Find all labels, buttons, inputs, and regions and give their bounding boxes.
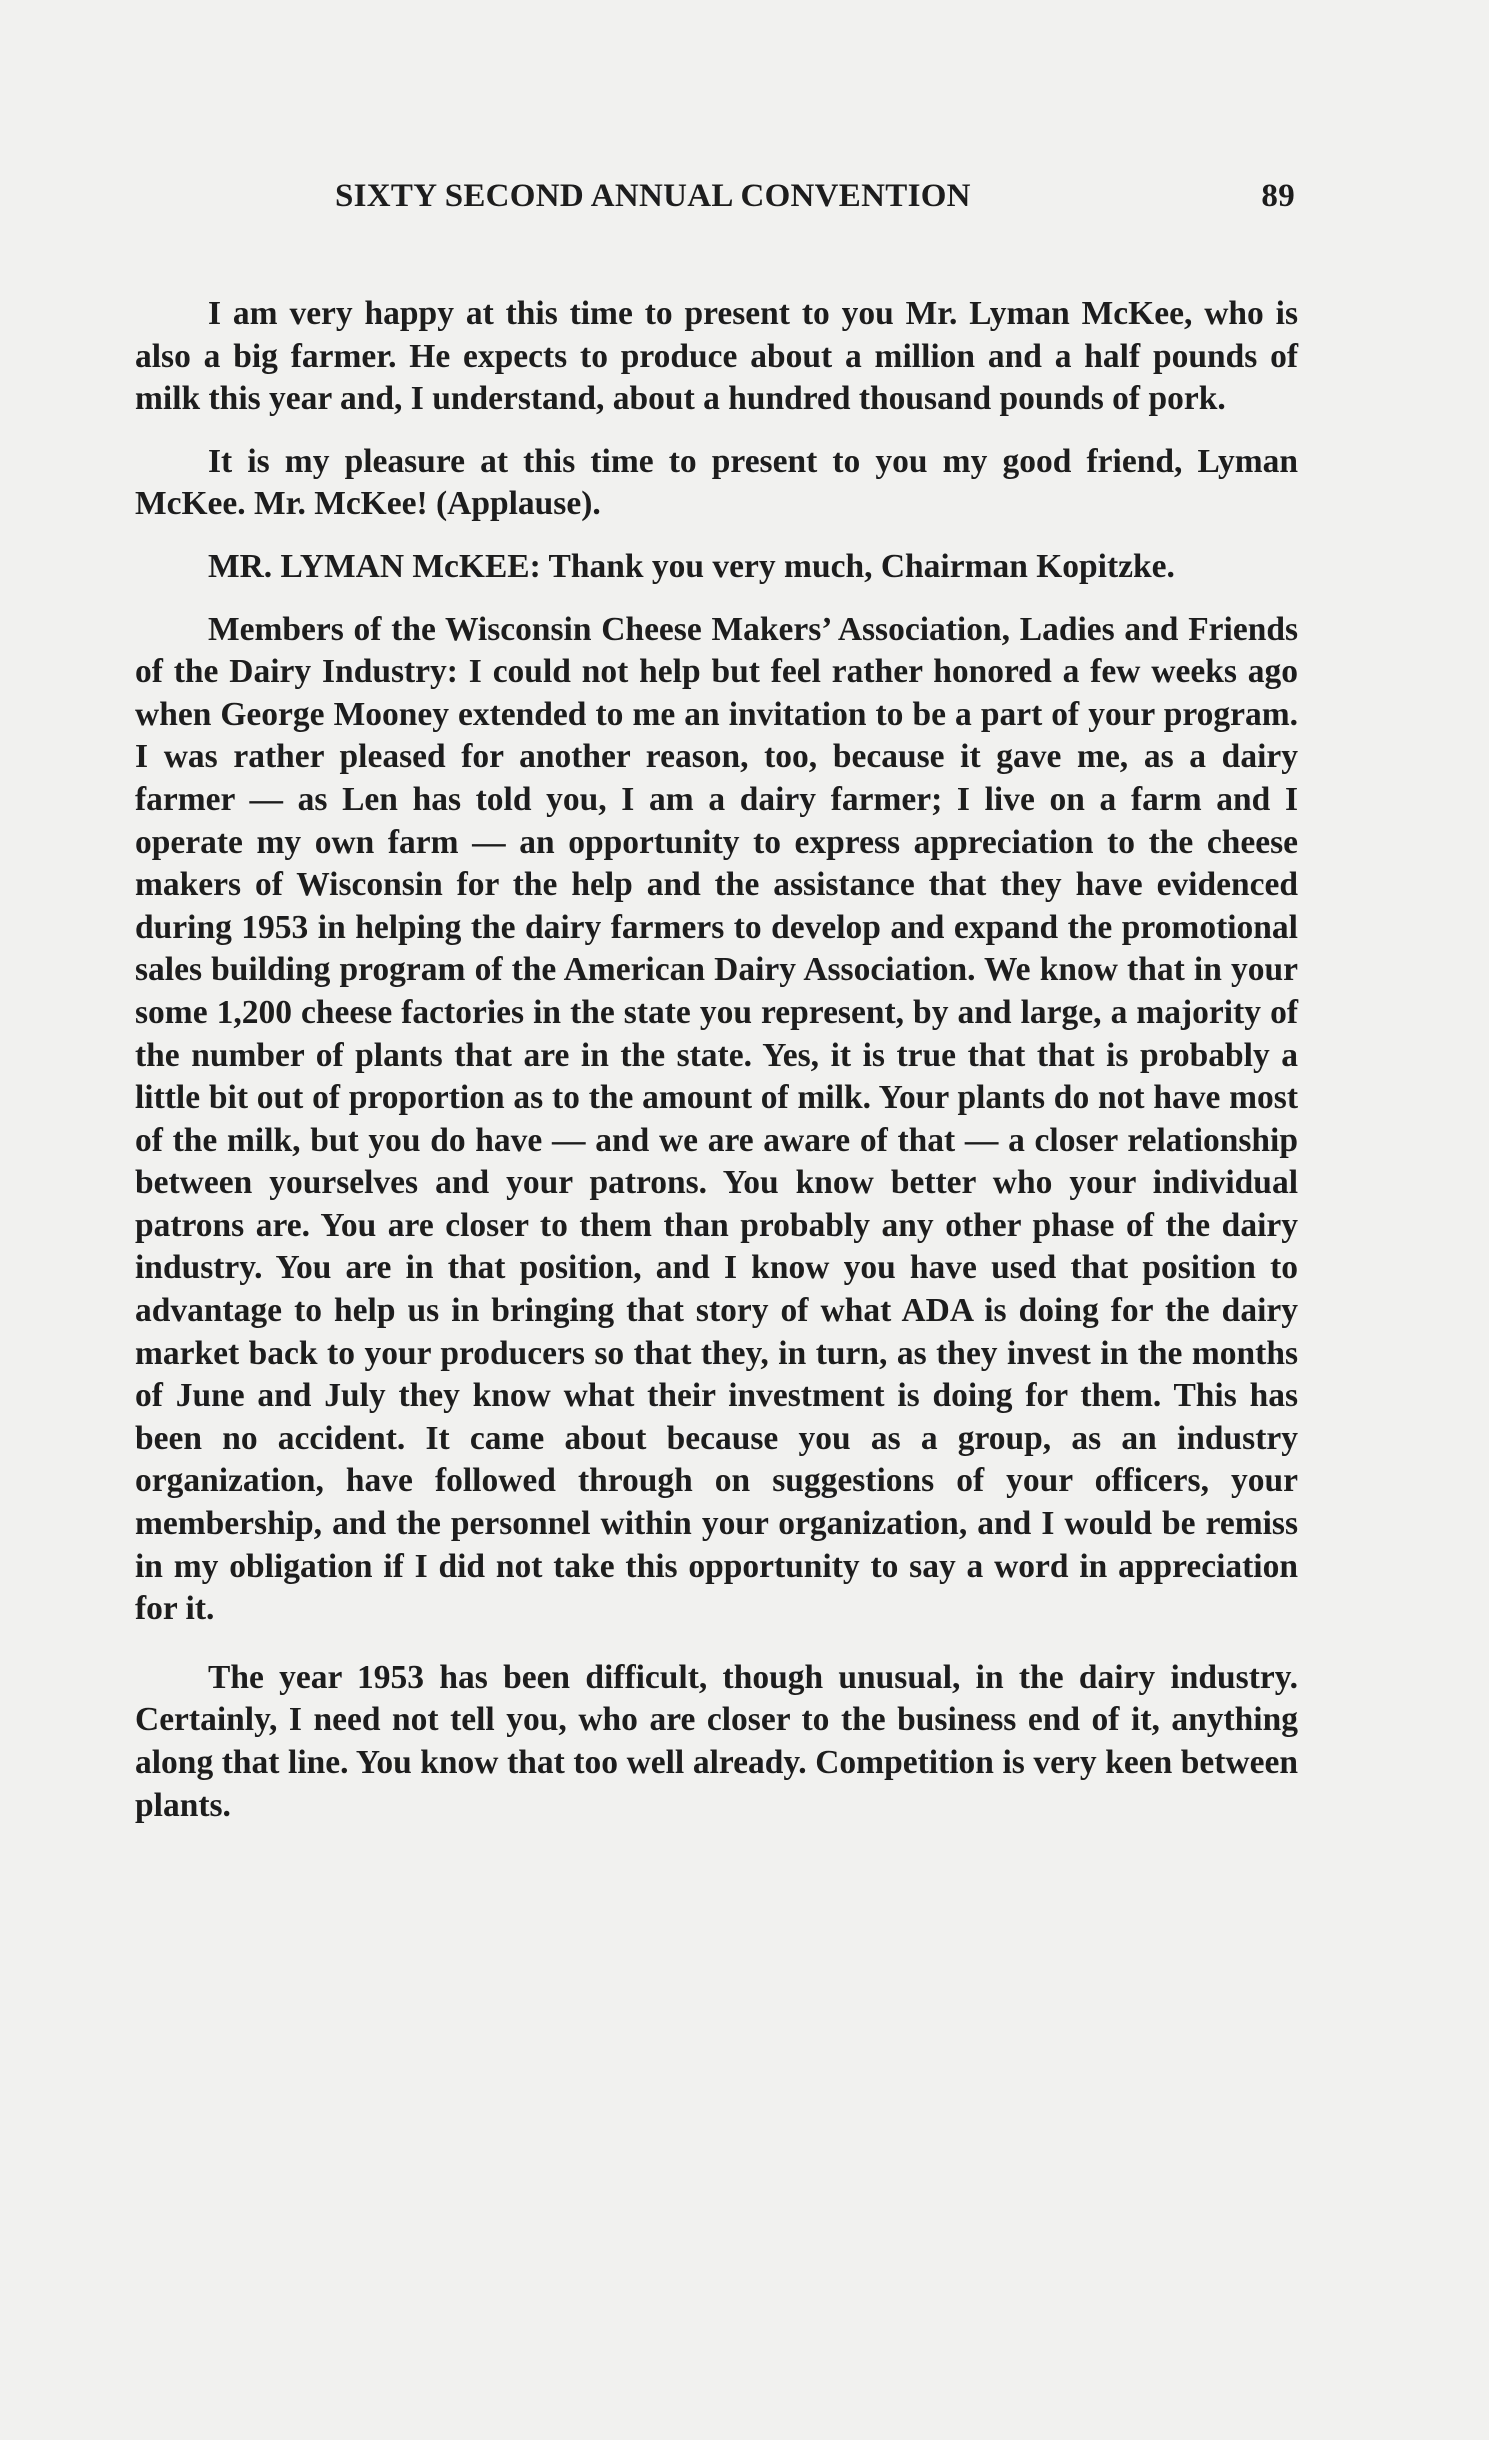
paragraph-speaker-opening: MR. LYMAN McKEE: Thank you very much, Chairman Kopitzke. (208, 547, 1175, 585)
paragraph-speech-body: Members of the Wisconsin Cheese Makers’ Association, Ladies and Friends of the Dairy Industry: I could not help but feel rather honored a few weeks ago when George Mooney extended to me an invitation to be a part of your program. I was rather pleased for another reason, too, because it gave me, as a dairy farmer — as Len has told you, I am a dairy farmer; I live on a farm and I operate my own farm — an opportunity to express appreciation to the cheese makers of Wisconsin for the help and the assistance that they have evidenced during 1953 in helping the dairy farmers to develop and expand the promotional sales building program of the American Dairy Association. We know that in your some 1,200 cheese factories in the state you represent, by and large, a majority of the number of plants that are in the state. Yes, it is true that that is probably a little bit out of proportion as to the amount of milk. Your plants do not have most of the milk, but you do have — and we are aware of that — a closer relationship between yourselves and your patrons. You know better who your individual patrons are. You are closer to them than probably any other phase of the dairy industry. You are in that position, and I know you have used that position to advantage to help us in bringing that story of what ADA is doing for the dairy market back to your producers so that they, in turn, as they invest in the months of June and July they know what their investment is doing for them. This has been no accident. It came about because you as a group, as an industry organization, have followed through on suggestions of your officers, your membership, and the personnel within your organization, and I would be remiss in my obligation if I did not take this opportunity to say a word in appreciation for it. (135, 610, 1298, 1628)
paragraph-speech-continued: The year 1953 has been difficult, though unusual, in the dairy industry. Certainly, I need not tell you, who are closer to the business end of it, anything along that line. You know that too well already. Competition is very keen between plants. (135, 1658, 1298, 1824)
page-number: 89 (1261, 178, 1295, 214)
paragraph-introduction: I am very happy at this time to present to you Mr. Lyman McKee, who is also a big farmer. He expects to produce about a million and a half pounds of milk this year and, I understand, about a hundred thousand pounds of pork. (135, 295, 1298, 418)
paragraph-presentation: It is my pleasure at this time to present to you my good friend, Lyman McKee. Mr. McKee! (Applause). (135, 442, 1298, 523)
body-text (135, 293, 1298, 1847)
running-title: SIXTY SECOND ANNUAL CONVENTION (335, 178, 971, 214)
running-header (135, 178, 1295, 228)
